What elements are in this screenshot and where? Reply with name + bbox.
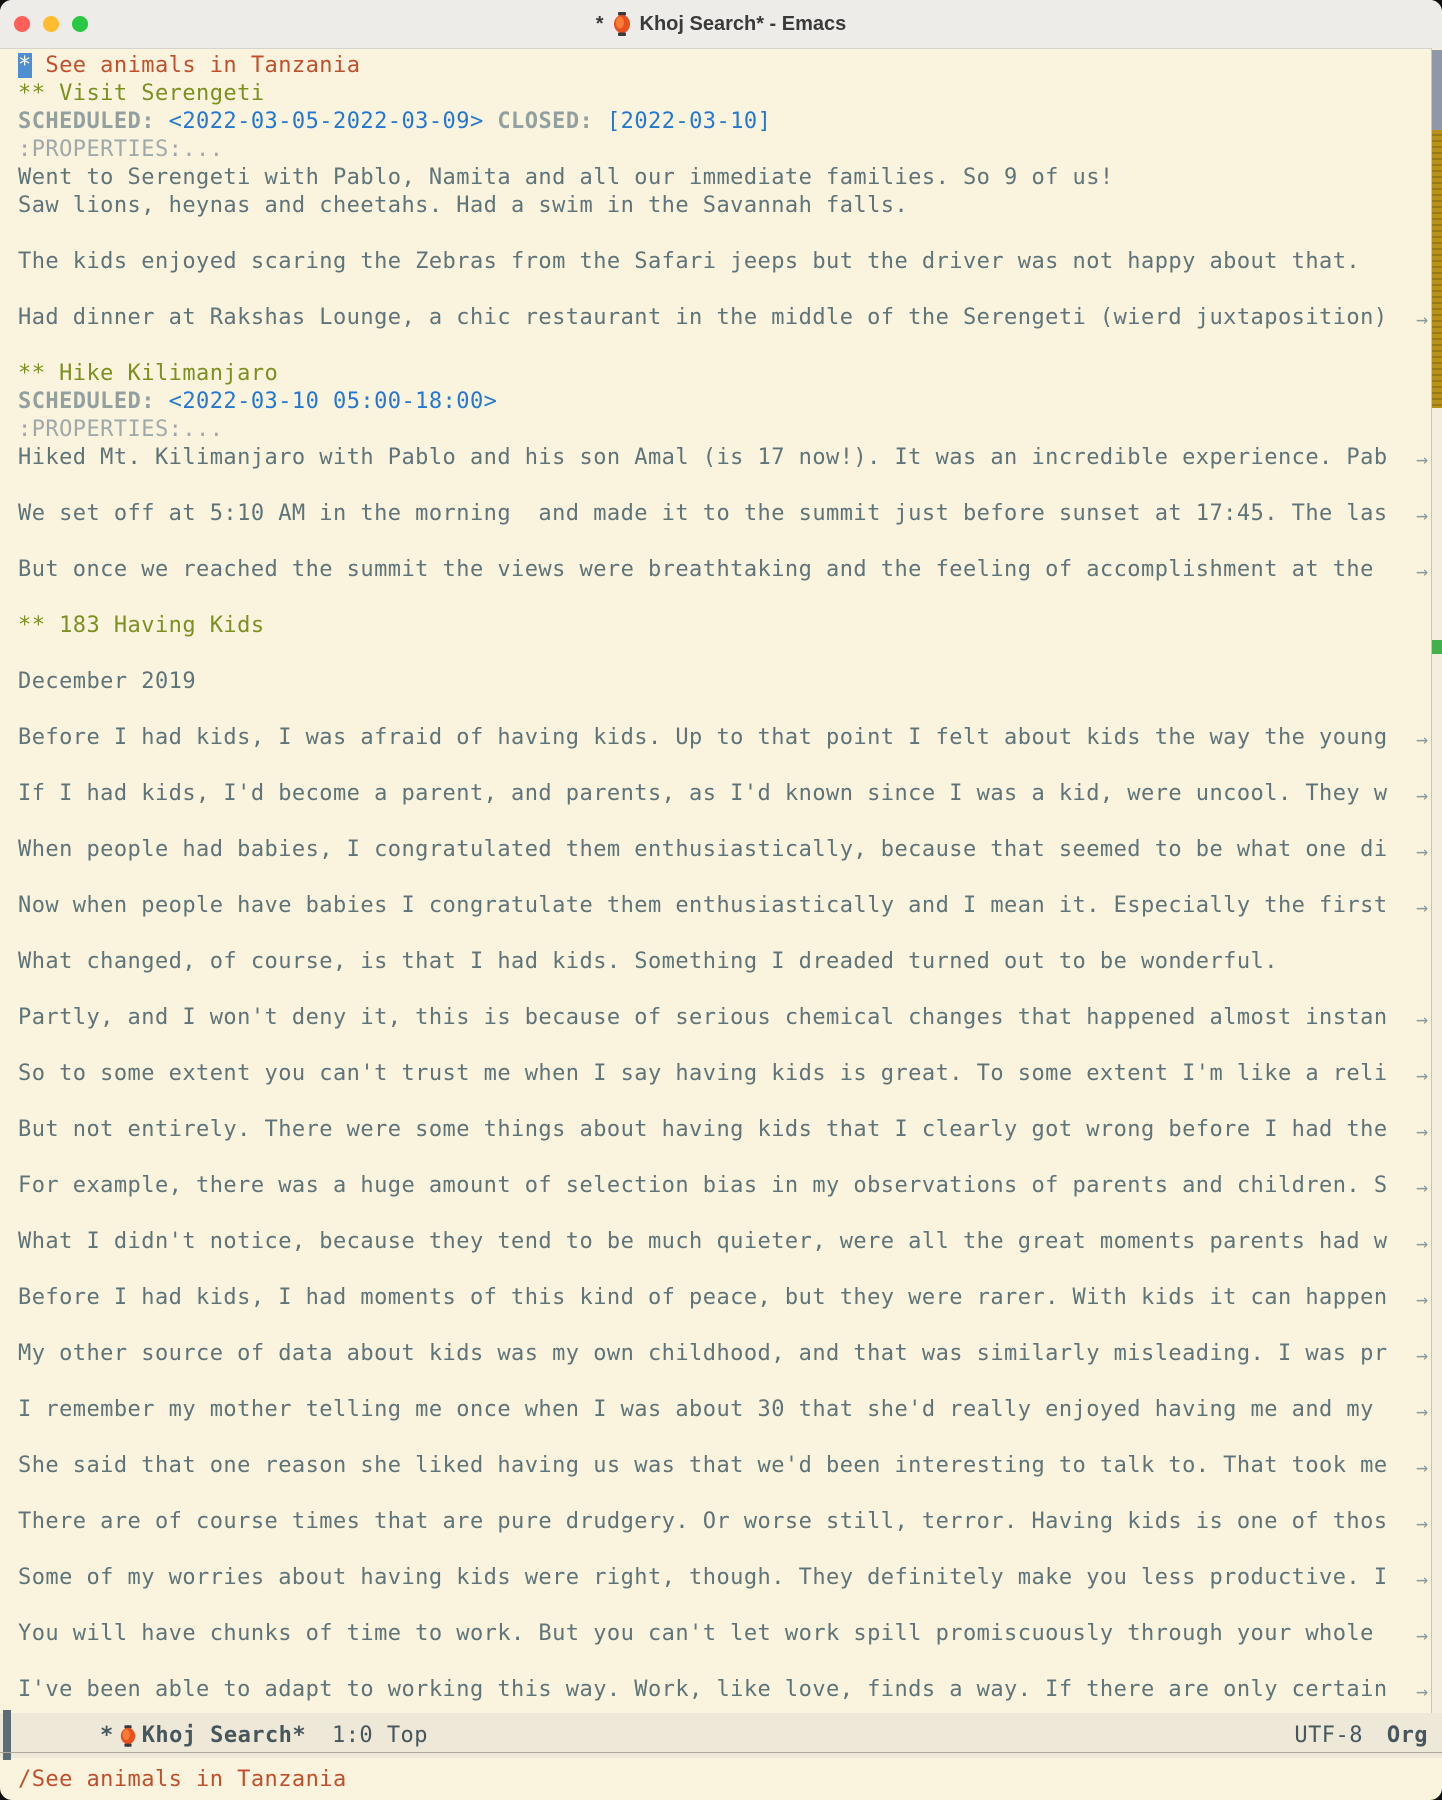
- text-segment: [593, 109, 607, 134]
- buffer-line[interactable]: [18, 500, 1432, 528]
- buffer-line[interactable]: [18, 1200, 1432, 1228]
- major-mode-indicator[interactable]: Org: [1386, 1723, 1428, 1748]
- text-segment: SCHEDULED:: [18, 109, 155, 134]
- buffer-line[interactable]: [18, 668, 1432, 696]
- truncation-arrow-icon: →: [1415, 1567, 1428, 1591]
- buffer-line[interactable]: [18, 276, 1432, 304]
- text-segment: But not entirely. There were some things about having kids that I clearly got wrong before I had the: [18, 1117, 1388, 1142]
- buffer-line[interactable]: [18, 1088, 1432, 1116]
- minimize-button[interactable]: [43, 16, 59, 32]
- truncation-arrow-icon: →: [1415, 1679, 1428, 1703]
- text-segment: Saw lions, heynas and cheetahs. Had a swim in the Savannah falls.: [18, 193, 909, 218]
- truncation-arrow-icon: →: [1415, 1231, 1428, 1255]
- minibuffer[interactable]: [0, 1758, 1442, 1800]
- text-segment: The kids enjoyed scaring the Zebras from the Safari jeeps but the driver was not happy about that.: [18, 249, 1361, 274]
- buffer-line[interactable]: [18, 416, 1432, 444]
- scrollbar-mark-green: [1432, 640, 1442, 654]
- buffer-line[interactable]: [18, 780, 1432, 808]
- buffer-line[interactable]: [18, 1368, 1432, 1396]
- buffer-line[interactable]: [18, 1424, 1432, 1452]
- buffer-line[interactable]: [18, 136, 1432, 164]
- buffer-line[interactable]: [18, 388, 1432, 416]
- text-segment: Partly, and I won't deny it, this is because of serious chemical changes that happened almost instan: [18, 1005, 1388, 1030]
- mode-line: [0, 1713, 1442, 1758]
- truncation-arrow-icon: →: [1415, 1119, 1428, 1143]
- cursor-position: 1:0 Top: [332, 1723, 428, 1748]
- text-segment: She said that one reason she liked having us was that we'd been interesting to talk to. That took me: [18, 1453, 1388, 1478]
- truncation-arrow-icon: →: [1415, 1007, 1428, 1031]
- truncation-arrow-icon: →: [1415, 1287, 1428, 1311]
- truncation-arrow-icon: →: [1415, 1343, 1428, 1367]
- buffer-line[interactable]: [18, 192, 1432, 220]
- buffer-line[interactable]: [18, 1340, 1432, 1368]
- text-segment: [484, 109, 498, 134]
- text-cursor: *: [18, 53, 32, 78]
- scrollbar-mark-gold: [1432, 130, 1442, 408]
- buffer-line[interactable]: [18, 472, 1432, 500]
- minibuffer-text: /See animals in Tanzania: [18, 1766, 347, 1792]
- text-segment: Now when people have babies I congratulate them enthusiastically and I mean it. Especially the first: [18, 893, 1388, 918]
- buffer-line[interactable]: [18, 948, 1432, 976]
- buffer-line[interactable]: [18, 1508, 1432, 1536]
- window-title: [596, 12, 847, 36]
- buffer-name: [100, 1723, 306, 1748]
- text-segment: We set off at 5:10 AM in the morning and made it to the summit just before sunset at 17:45. The las: [18, 501, 1388, 526]
- text-segment: :PROPERTIES:...: [18, 137, 224, 162]
- buffer-line[interactable]: [18, 1592, 1432, 1620]
- buffer-line[interactable]: [18, 1312, 1432, 1340]
- text-segment: My other source of data about kids was my own childhood, and that was similarly misleading. I was pr: [18, 1341, 1388, 1366]
- text-segment: SCHEDULED:: [18, 389, 155, 414]
- buffer-line[interactable]: [18, 724, 1432, 752]
- buffer-text[interactable]: [0, 48, 1432, 1713]
- buffer-line[interactable]: [18, 1172, 1432, 1200]
- buffer-line[interactable]: [18, 808, 1432, 836]
- text-segment: CLOSED:: [497, 109, 594, 134]
- text-segment: December 2019: [18, 669, 197, 694]
- buffer-line[interactable]: [18, 920, 1432, 948]
- zoom-button[interactable]: [72, 16, 88, 32]
- text-segment: What changed, of course, is that I had kids. Something I dreaded turned out to be wonderful.: [18, 949, 1278, 974]
- buffer-name-star: *: [100, 1723, 114, 1748]
- buffer-line[interactable]: [18, 1480, 1432, 1508]
- buffer-line[interactable]: [18, 1536, 1432, 1564]
- title-text: Khoj Search* - Emacs: [639, 12, 847, 35]
- truncation-arrow-icon: →: [1415, 895, 1428, 919]
- buffer-line[interactable]: [18, 1396, 1432, 1424]
- buffer-line[interactable]: [18, 528, 1432, 556]
- truncation-arrow-icon: →: [1415, 1511, 1428, 1535]
- buffer-line[interactable]: [18, 1256, 1432, 1284]
- truncation-arrow-icon: →: [1415, 503, 1428, 527]
- truncation-arrow-icon: →: [1415, 1455, 1428, 1479]
- text-segment: ** Visit Serengeti: [18, 81, 265, 106]
- truncation-arrow-icon: →: [1415, 783, 1428, 807]
- text-segment: [155, 109, 169, 134]
- text-segment: So to some extent you can't trust me when I say having kids is great. To some extent I'm like a reli: [18, 1061, 1388, 1086]
- buffer-line[interactable]: [18, 304, 1432, 332]
- text-segment: Before I had kids, I had moments of this kind of peace, but they were rarer. With kids it can happen: [18, 1285, 1388, 1310]
- buffer-line[interactable]: [18, 1452, 1432, 1480]
- encoding-indicator: UTF-8: [1294, 1723, 1363, 1748]
- truncation-arrow-icon: →: [1415, 1623, 1428, 1647]
- text-segment: There are of course times that are pure drudgery. Or worse still, terror. Having kids is one of thos: [18, 1509, 1388, 1534]
- buffer-line[interactable]: [18, 892, 1432, 920]
- buffer-line[interactable]: [18, 1032, 1432, 1060]
- mode-line-right: [1294, 1723, 1442, 1748]
- truncation-arrow-icon: →: [1415, 1063, 1428, 1087]
- buffer-line[interactable]: [18, 696, 1432, 724]
- buffer-line[interactable]: [18, 332, 1432, 360]
- buffer-line[interactable]: [18, 584, 1432, 612]
- truncation-arrow-icon: →: [1415, 1175, 1428, 1199]
- text-segment: I remember my mother telling me once when I was about 30 that she'd really enjoyed having me and my: [18, 1397, 1388, 1422]
- buffer-line[interactable]: [18, 1676, 1432, 1704]
- text-segment: <2022-03-10 05:00-18:00>: [168, 389, 498, 414]
- truncation-arrow-icon: →: [1415, 1399, 1428, 1423]
- text-segment: Hiked Mt. Kilimanjaro with Pablo and his son Amal (is 17 now!). It was an incredible experience. Pab: [18, 445, 1388, 470]
- buffer-line[interactable]: [18, 1648, 1432, 1676]
- text-segment: <2022-03-05-2022-03-09>: [168, 109, 484, 134]
- text-segment: What I didn't notice, because they tend to be much quieter, were all the great moments parents had w: [18, 1229, 1388, 1254]
- text-segment: Some of my worries about having kids were right, though. They definitely make you less productive. I: [18, 1565, 1388, 1590]
- text-segment: ** 183 Having Kids: [18, 613, 265, 638]
- buffer-name-text: Khoj Search*: [141, 1723, 307, 1748]
- text-segment: See animals in Tanzania: [31, 53, 361, 78]
- buffer-line[interactable]: [18, 108, 1432, 136]
- text-segment: Went to Serengeti with Pablo, Namita and all our immediate families. So 9 of us!: [18, 165, 1114, 190]
- close-button[interactable]: [14, 16, 30, 32]
- traffic-lights: [14, 0, 88, 48]
- text-segment: ** Hike Kilimanjaro: [18, 361, 279, 386]
- truncation-arrow-icon: →: [1415, 307, 1428, 331]
- text-segment: [2022-03-10]: [606, 109, 772, 134]
- titlebar[interactable]: [0, 0, 1442, 49]
- buffer-line[interactable]: [18, 752, 1432, 780]
- text-segment: If I had kids, I'd become a parent, and parents, as I'd known since I was a kid, were uncool. They w: [18, 781, 1388, 806]
- minibuffer-scrollbar[interactable]: [3, 1710, 11, 1760]
- buffer-line[interactable]: [18, 1564, 1432, 1592]
- buffer-line[interactable]: [18, 444, 1432, 472]
- buffer-line[interactable]: [18, 164, 1432, 192]
- buffer-line[interactable]: [18, 612, 1432, 640]
- buffer-line[interactable]: [18, 80, 1432, 108]
- text-segment: When people had babies, I congratulated them enthusiastically, because that seemed to be what one di: [18, 837, 1388, 862]
- title-prefix: *: [595, 12, 604, 35]
- buffer-line[interactable]: [18, 248, 1432, 276]
- lantern-icon: [612, 12, 632, 36]
- buffer-line[interactable]: [18, 52, 1432, 80]
- text-segment: :PROPERTIES:...: [18, 417, 224, 442]
- truncation-arrow-icon: →: [1415, 839, 1428, 863]
- text-segment: [155, 389, 169, 414]
- buffer-line[interactable]: [18, 836, 1432, 864]
- text-segment: Had dinner at Rakshas Lounge, a chic restaurant in the middle of the Serengeti (wierd juxtaposition): [18, 305, 1388, 330]
- buffer-line[interactable]: [18, 864, 1432, 892]
- text-segment: I've been able to adapt to working this way. Work, like love, finds a way. If there are only certain: [18, 1677, 1388, 1702]
- text-segment: You will have chunks of time to work. But you can't let work spill promiscuously through your whole: [18, 1621, 1388, 1646]
- text-segment: Before I had kids, I was afraid of having kids. Up to that point I felt about kids the way the young: [18, 725, 1388, 750]
- buffer-line[interactable]: [18, 556, 1432, 584]
- buffer-line[interactable]: [18, 1060, 1432, 1088]
- buffer-line[interactable]: [18, 1116, 1432, 1144]
- scrollbar-mark-blue: [1432, 50, 1442, 130]
- text-segment: But once we reached the summit the views were breathtaking and the feeling of accomplishment at the: [18, 557, 1388, 582]
- buffer-line[interactable]: [18, 1144, 1432, 1172]
- buffer-line[interactable]: [18, 1284, 1432, 1312]
- scrollbar[interactable]: [1431, 48, 1442, 1713]
- buffer-line[interactable]: [18, 640, 1432, 668]
- buffer-line[interactable]: [18, 976, 1432, 1004]
- truncation-arrow-icon: →: [1415, 447, 1428, 471]
- mode-line-left: [100, 1723, 428, 1748]
- buffer-line[interactable]: [18, 360, 1432, 388]
- truncation-arrow-icon: →: [1415, 559, 1428, 583]
- buffer-line[interactable]: [18, 1620, 1432, 1648]
- buffer-line[interactable]: [18, 220, 1432, 248]
- buffer-line[interactable]: [18, 1228, 1432, 1256]
- lantern-icon: [119, 1725, 137, 1747]
- truncation-arrow-icon: →: [1415, 727, 1428, 751]
- text-segment: For example, there was a huge amount of selection bias in my observations of parents and children. S: [18, 1173, 1388, 1198]
- buffer-line[interactable]: [18, 1004, 1432, 1032]
